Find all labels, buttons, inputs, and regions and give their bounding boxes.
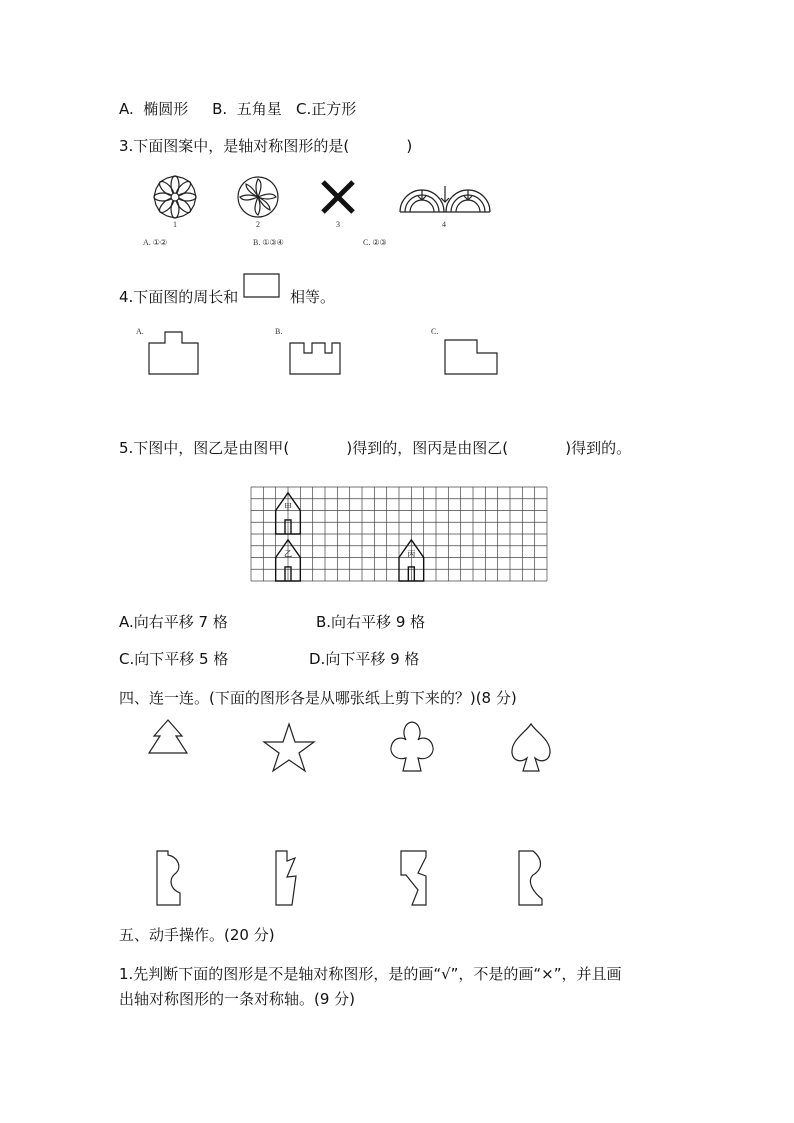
section4-shapes <box>140 715 570 785</box>
house-label: 甲 <box>284 502 292 512</box>
q4-question-after: 相等。 <box>290 288 336 306</box>
q5-option-c: C.向下平移 5 格 <box>119 650 229 668</box>
club-shape <box>391 722 433 771</box>
section5-q1-line2: 出轴对称图形的一条对称轴。(9 分) <box>119 990 356 1008</box>
arcs-figure-4 <box>400 186 490 212</box>
paper-piece-4 <box>519 851 542 905</box>
q4-option-shapes <box>140 326 510 381</box>
paper-piece-1 <box>157 851 180 905</box>
tree-shape <box>149 720 187 753</box>
x-figure-3 <box>323 182 353 212</box>
q4-option-a: A. <box>136 327 144 336</box>
fig-label-4: 4 <box>442 220 446 229</box>
q4-reference-shape <box>243 273 281 299</box>
shape-b <box>290 343 340 374</box>
fig-label-2: 2 <box>256 220 260 229</box>
translation-grid <box>251 487 547 581</box>
spade-shape <box>512 724 550 771</box>
q3-option-b: B. ①③④ <box>253 238 284 247</box>
section5-q1-line1: 1.先判断下面的图形是不是轴对称图形，是的画“√”，不是的画“×”，并且画 <box>119 965 622 983</box>
section4-title: 四、连一连。(下面的图形各是从哪张纸上剪下来的？)(8 分) <box>119 689 517 707</box>
q3-option-a: A. ①② <box>143 238 168 247</box>
q4-option-c: C. <box>431 327 439 336</box>
house-label: 丙 <box>407 549 416 559</box>
paper-piece-3 <box>401 851 426 905</box>
flower-figure-1 <box>154 176 196 218</box>
star-shape <box>264 724 314 771</box>
shape-a <box>149 332 198 374</box>
paper-piece-2 <box>276 851 296 905</box>
house-label: 乙 <box>284 549 292 559</box>
q5-option-b: B.向右平移 9 格 <box>316 613 426 631</box>
fig-label-3: 3 <box>336 220 340 229</box>
q4-question-before: 4.下面图的周长和 <box>119 288 239 306</box>
fig-label-1: 1 <box>173 220 177 229</box>
q5-option-d: D.向下平移 9 格 <box>309 650 420 668</box>
q5-option-a: A.向右平移 7 格 <box>119 613 228 631</box>
q5-question: 5.下图中，图乙是由图甲( )得到的，图丙是由图乙( )得到的。 <box>119 439 632 457</box>
section5-title: 五、动手操作。(20 分) <box>119 926 275 944</box>
q3-figures <box>150 172 510 252</box>
shape-c <box>445 340 497 374</box>
q3-option-c: C. ②③ <box>363 238 387 247</box>
section4-paper-pieces <box>150 845 550 910</box>
q2-options: A. 椭圆形 B. 五角星 C.正方形 <box>119 100 357 118</box>
q3-question: 3.下面图案中，是轴对称图形的是( ) <box>119 137 413 155</box>
q4-option-b: B. <box>275 327 283 336</box>
pinwheel-figure-2 <box>238 177 278 217</box>
